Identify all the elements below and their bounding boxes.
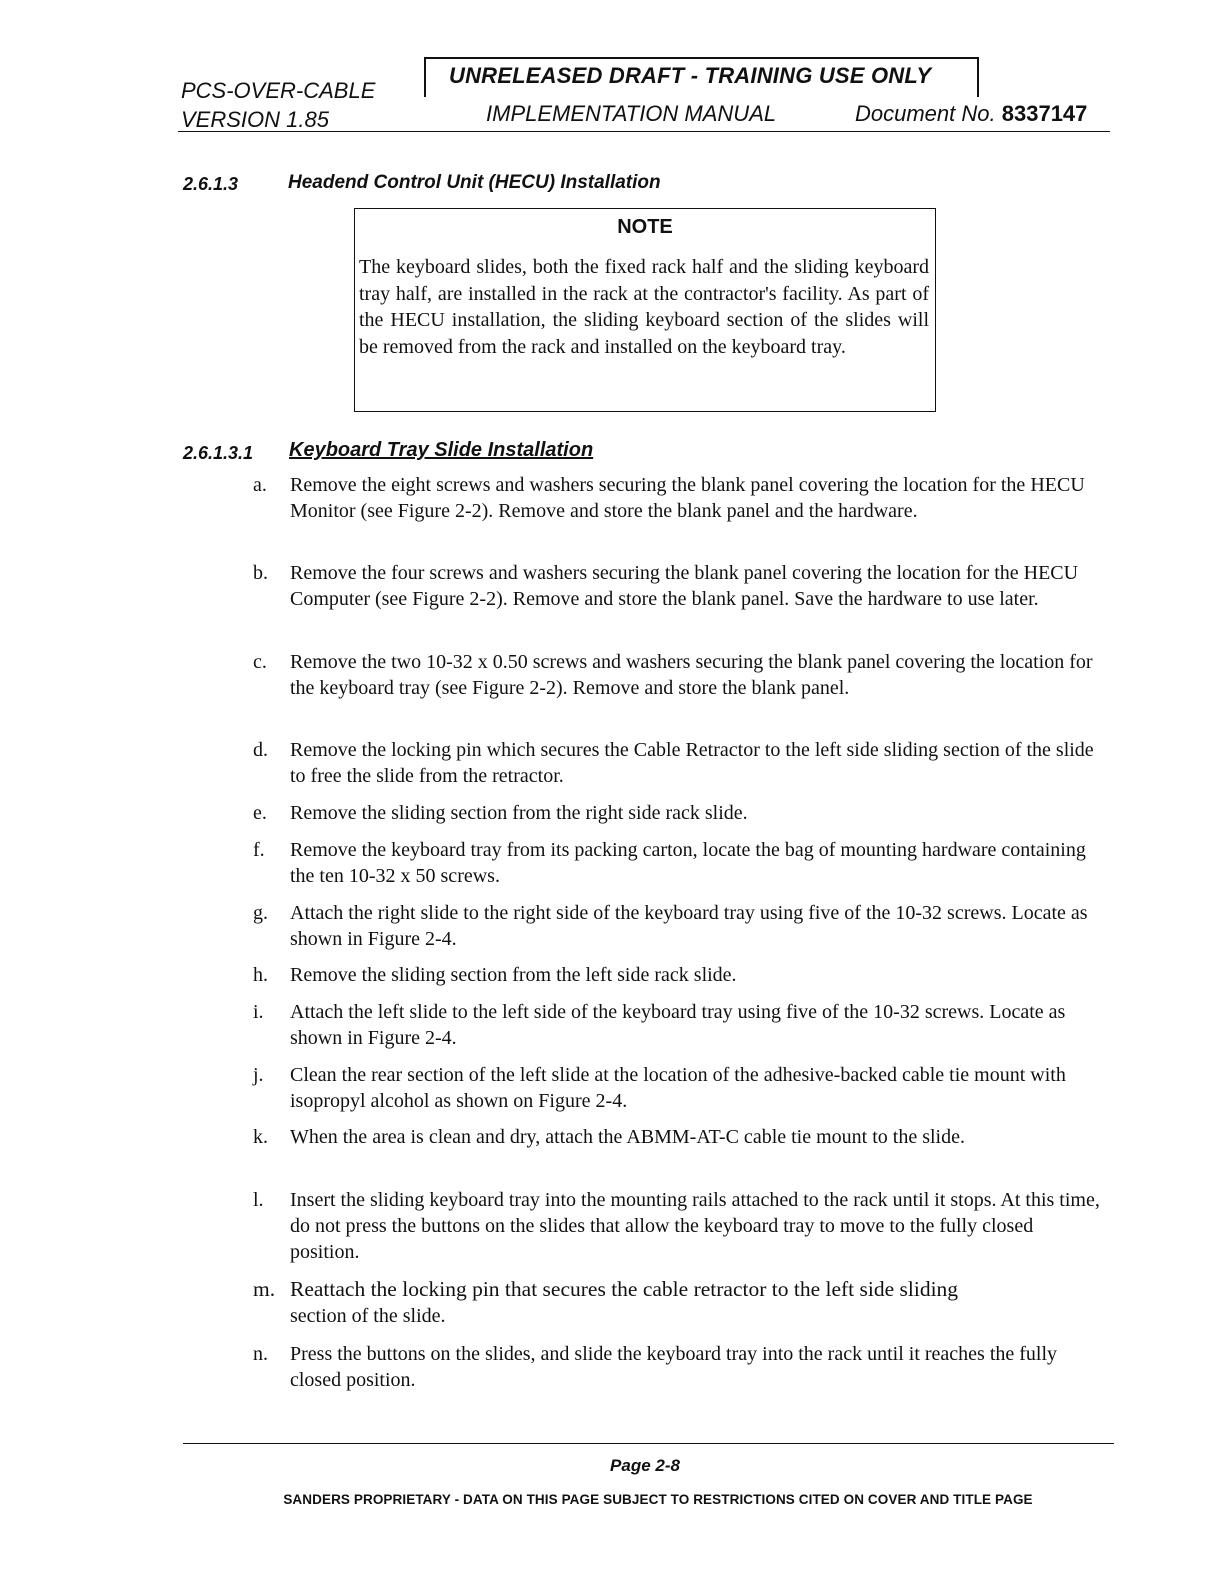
list-item-text — [290, 1276, 1105, 1329]
section-title: Headend Control Unit (HECU) Installation — [288, 172, 661, 193]
list-item-text: Press the buttons on the slides, and slide the keyboard tray into the rack until it reaches the fully closed position. — [290, 1343, 1058, 1391]
list-item-text: Remove the sliding section from the left side rack slide. — [290, 964, 737, 986]
note-title: NOTE — [617, 216, 673, 238]
header-rule — [178, 131, 1110, 132]
list-item-text: Remove the two 10-32 x 0.50 screws and washers securing the blank panel covering the location for the keyboard tray (see Figure 2-2). Remove and store the blank panel. — [290, 651, 1093, 699]
proprietary-notice: SANDERS PROPRIETARY - DATA ON THIS PAGE SUBJECT TO RESTRICTIONS CITED ON COVER AND TITLE PAGE — [283, 1492, 1033, 1507]
list-item-letter: a. — [253, 474, 267, 496]
list-item-text: Remove the eight screws and washers securing the blank panel covering the location for the HECU Monitor (see Figure 2-2). Remove and store the blank panel and the hardware. — [290, 474, 1085, 522]
document-number — [855, 101, 1087, 127]
list-item-text: When the area is clean and dry, attach the ABMM-AT-C cable tie mount to the slide. — [290, 1126, 965, 1148]
manual-title: IMPLEMENTATION MANUAL — [486, 101, 777, 126]
list-item-letter: d. — [253, 739, 268, 761]
list-item-letter: c. — [253, 651, 267, 673]
list-item-letter: b. — [253, 562, 268, 584]
list-item-text: Remove the sliding section from the right side rack slide. — [290, 802, 748, 824]
list-item-letter: f. — [253, 839, 265, 861]
list-item-letter: l. — [253, 1189, 264, 1211]
page-number: Page 2-8 — [610, 1456, 680, 1475]
list-item-text: Clean the rear section of the left slide at the location of the adhesive-backed cable tie mount with isopropyl alcohol as shown on Figure 2-4. — [290, 1064, 1066, 1112]
list-item-letter: e. — [253, 802, 267, 824]
list-item-text: Remove the locking pin which secures the Cable Retractor to the left side sliding section of the slide to free the slide from the retractor. — [290, 739, 1094, 787]
list-item-text: Insert the sliding keyboard tray into the mounting rails attached to the rack until it stops. At this time, do not press the buttons on the slides that allow the keyboard tray to move to the fully closed position. — [290, 1189, 1100, 1263]
document-number-label: Document No. — [855, 101, 996, 126]
list-item-letter: k. — [253, 1126, 268, 1148]
footer-rule — [183, 1443, 1114, 1444]
list-item-text-line: section of the slide. — [290, 1305, 446, 1327]
list-item-letter: i. — [253, 1001, 264, 1023]
subsection-title: Keyboard Tray Slide Installation — [289, 439, 594, 461]
version-label: VERSION 1.85 — [181, 107, 329, 132]
list-item-letter: g. — [253, 902, 268, 924]
section-number: 2.6.1.3 — [183, 174, 239, 194]
subsection-number: 2.6.1.3.1 — [183, 443, 254, 463]
list-item-text: Attach the right slide to the right side of the keyboard tray using five of the 10-32 screws. Locate as shown in Figure 2-4. — [290, 902, 1088, 950]
list-item-letter: n. — [253, 1343, 268, 1365]
document-number-value: 8337147 — [1001, 101, 1088, 126]
list-item-text: Remove the keyboard tray from its packing carton, locate the bag of mounting hardware containing the ten 10-32 x 50 screws. — [290, 839, 1086, 887]
list-item-text: Remove the four screws and washers securing the blank panel covering the location for the HECU Computer (see Figure 2-2). Remove and store the blank panel. Save the hardware to use later. — [290, 562, 1079, 610]
list-item-letter: m. — [253, 1277, 276, 1301]
note-text: The keyboard slides, both the fixed rack half and the sliding keyboard tray half, are installed in the rack at the contractor's facility. As part of the HECU installation, the sliding keyboard section of the slides will be removed from the rack and installed on the keyboard tray. — [359, 256, 929, 358]
list-item-text-line: Reattach the locking pin that secures the cable retractor to the left side sliding — [290, 1277, 959, 1301]
list-item-letter: j. — [253, 1064, 264, 1086]
draft-notice: UNRELEASED DRAFT - TRAINING USE ONLY — [449, 63, 932, 88]
header-left — [181, 76, 375, 134]
list-item-letter: h. — [253, 964, 268, 986]
list-item-text: Attach the left slide to the left side of the keyboard tray using five of the 10-32 screws. Locate as shown in Figure 2-4. — [290, 1001, 1066, 1049]
product-name: PCS-OVER-CABLE — [181, 78, 376, 103]
